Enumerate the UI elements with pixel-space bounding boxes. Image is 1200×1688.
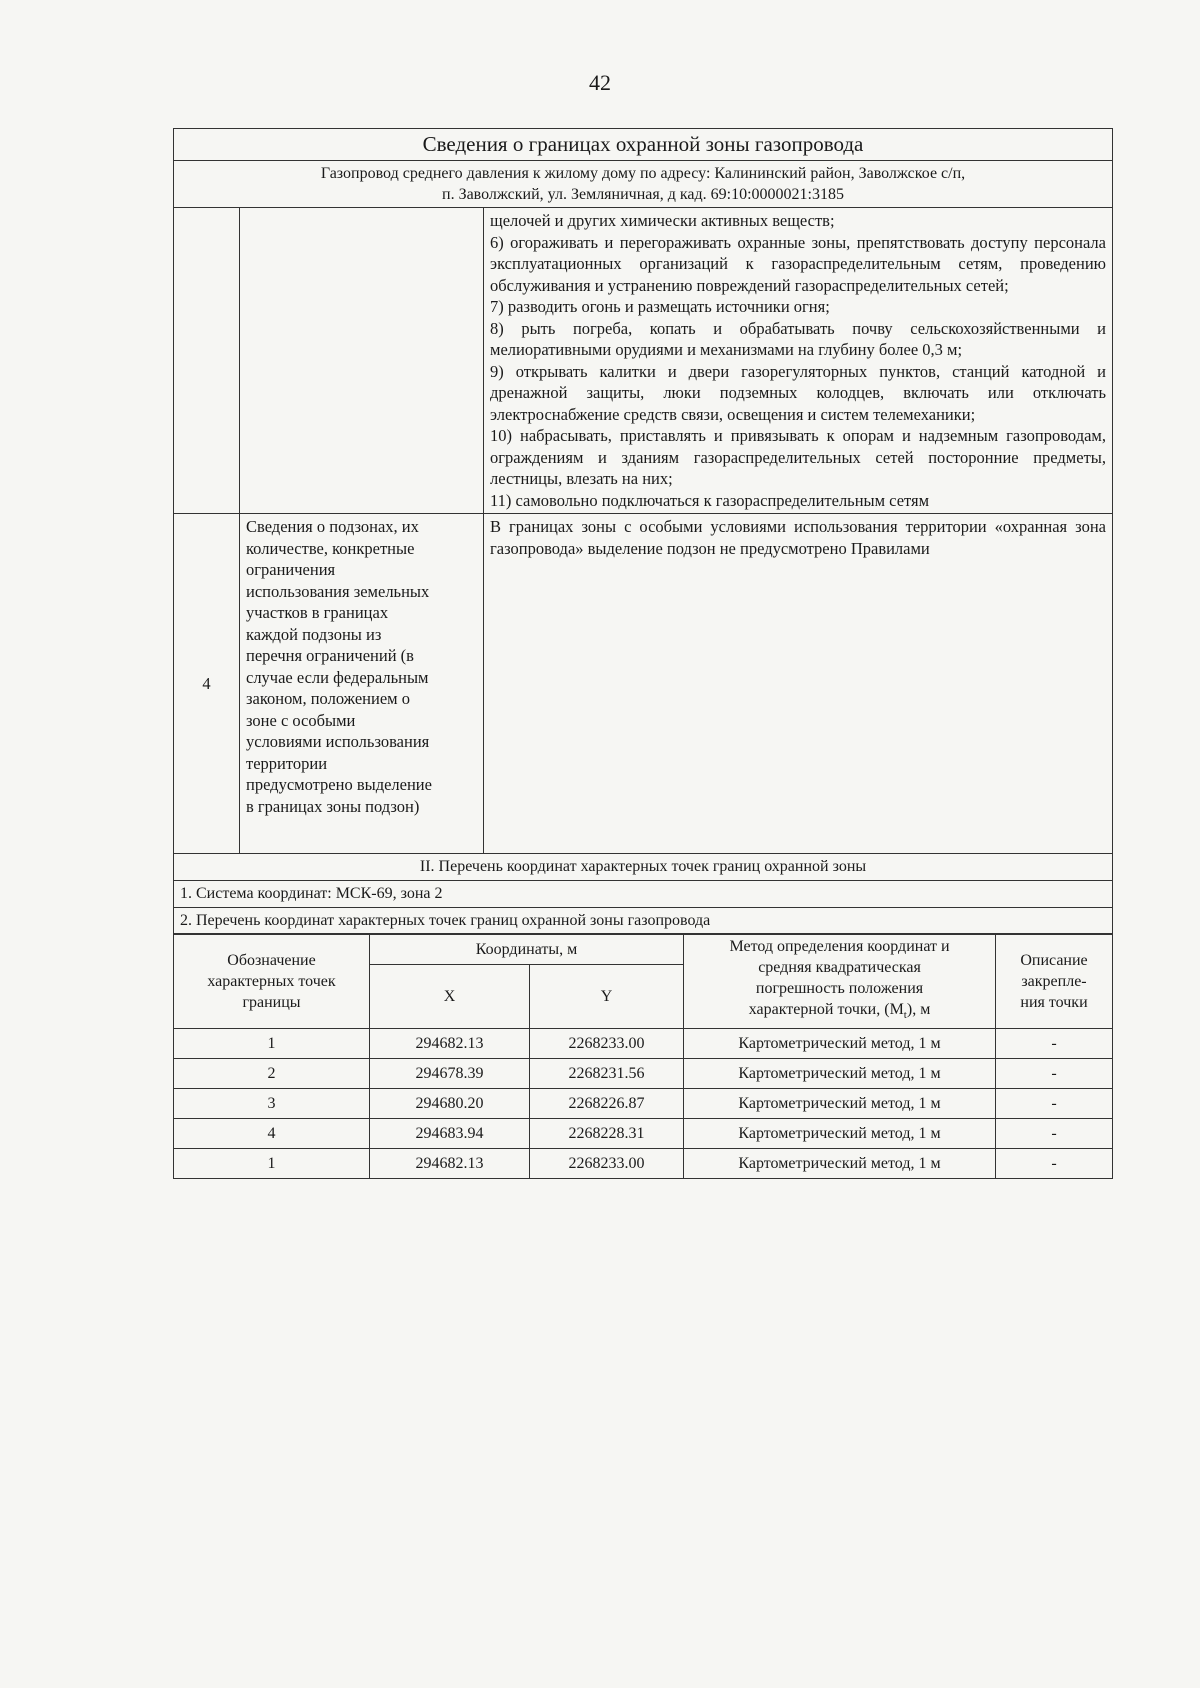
header-designation: Обозначение характерных точек границы xyxy=(174,934,370,1029)
header-method: Метод определения координат и средняя квадратическая погрешность положения характерной точки, $(M_t)$, м xyxy=(684,934,996,1029)
restriction-item: 10) набрасывать, приставлять и привязывать к опорам и надземным газопроводам, ограждениям и зданиям газораспределительных сетей посторонние предметы, лестницы, влезать на них; xyxy=(490,426,1106,488)
table-row xyxy=(174,1149,1113,1179)
table-row xyxy=(174,1089,1113,1119)
table-row xyxy=(174,1059,1113,1089)
cell-method: Картометрический метод, 1 м xyxy=(684,1059,996,1089)
cell-desc: - xyxy=(996,1029,1113,1059)
cell-desc: - xyxy=(996,1059,1113,1089)
page-number: 42 xyxy=(589,70,611,95)
restriction-item: 6) огораживать и перегораживать охранные зоны, препятствовать доступу персонала эксплуатационных организаций к газораспределительным сетям, проведению обслуживания и устранению повреждений газораспределительных сетей; xyxy=(490,232,1106,295)
coord-list-title: 2. Перечень координат характерных точек границ охранной зоны газопровода xyxy=(174,907,1113,934)
table-title: Сведения о границах охранной зоны газопровода xyxy=(174,129,1113,161)
cell-point: 1 xyxy=(174,1149,370,1179)
restriction-item: 7) разводить огонь и размещать источники огня; xyxy=(490,297,830,316)
cell-method: Картометрический метод, 1 м xyxy=(684,1149,996,1179)
header-x: X xyxy=(370,965,530,1029)
cell-point: 4 xyxy=(174,1119,370,1149)
header-description: Описание закрепле- ния точки xyxy=(996,934,1113,1029)
restriction-item: щелочей и других химически активных веществ; xyxy=(490,211,835,230)
row3-label-cell xyxy=(240,208,484,514)
cell-x: 294682.13 xyxy=(370,1029,530,1059)
cell-point: 3 xyxy=(174,1089,370,1119)
cell-y: 2268228.31 xyxy=(530,1119,684,1149)
cell-desc: - xyxy=(996,1089,1113,1119)
cell-y: 2268231.56 xyxy=(530,1059,684,1089)
table-subtitle: Газопровод среднего давления к жилому дому по адресу: Калининский район, Заволжское с/п, п. Заволжский, ул. Земляничная, д кад. 69:10:0000021:3185 xyxy=(174,161,1113,208)
restriction-item: 8) рыть погреба, копать и обрабатывать почву сельскохозяйственными и мелиоративными орудиями и механизмами на глубину более 0,3 м; xyxy=(490,318,1106,359)
zone-info-table xyxy=(173,128,1113,854)
row4-value: В границах зоны с особыми условиями использования территории «охранная зона газопровода» выделение подзон не предусмотрено Правилами xyxy=(484,514,1113,854)
cell-method: Картометрический метод, 1 м xyxy=(684,1119,996,1149)
row4-label: Сведения о подзонах, их количестве, конкретные ограничения использования земельных участков в границах каждой подзоны из перечня ограничений (в случае если федеральным законом, положением о зоне с особыми условиями использования территории предусмотрено выделение в границах зоны подзон) xyxy=(240,514,484,854)
cell-point: 2 xyxy=(174,1059,370,1089)
table-row xyxy=(174,1119,1113,1149)
restrictions-continuation xyxy=(484,208,1113,514)
section2-heading: II. Перечень координат характерных точек границ охранной зоны xyxy=(174,853,1113,880)
section2-table xyxy=(173,853,1113,935)
header-y: Y xyxy=(530,965,684,1029)
cell-desc: - xyxy=(996,1149,1113,1179)
row4-number: 4 xyxy=(174,514,240,854)
cell-x: 294683.94 xyxy=(370,1119,530,1149)
document-sheet xyxy=(173,128,1113,1179)
cell-x: 294682.13 xyxy=(370,1149,530,1179)
cell-desc: - xyxy=(996,1119,1113,1149)
restriction-item: 9) открывать калитки и двери газорегуляторных пунктов, станций катодной и дренажной защиты, люки подземных колодцев, включать или отключать электроснабжение средств связи, освещения и систем телемеханики; xyxy=(490,361,1106,424)
cell-method: Картометрический метод, 1 м xyxy=(684,1029,996,1059)
row3-number-cell xyxy=(174,208,240,514)
restriction-item: 11) самовольно подключаться к газораспределительным сетям xyxy=(490,490,930,510)
table-row xyxy=(174,1029,1113,1059)
coord-system: 1. Система координат: МСК-69, зона 2 xyxy=(174,880,1113,907)
cell-y: 2268233.00 xyxy=(530,1149,684,1179)
cell-y: 2268233.00 xyxy=(530,1029,684,1059)
cell-x: 294678.39 xyxy=(370,1059,530,1089)
cell-method: Картометрический метод, 1 м xyxy=(684,1089,996,1119)
cell-x: 294680.20 xyxy=(370,1089,530,1119)
cell-point: 1 xyxy=(174,1029,370,1059)
cell-y: 2268226.87 xyxy=(530,1089,684,1119)
coordinates-table xyxy=(173,933,1113,1179)
header-coords: Координаты, м xyxy=(370,934,684,965)
